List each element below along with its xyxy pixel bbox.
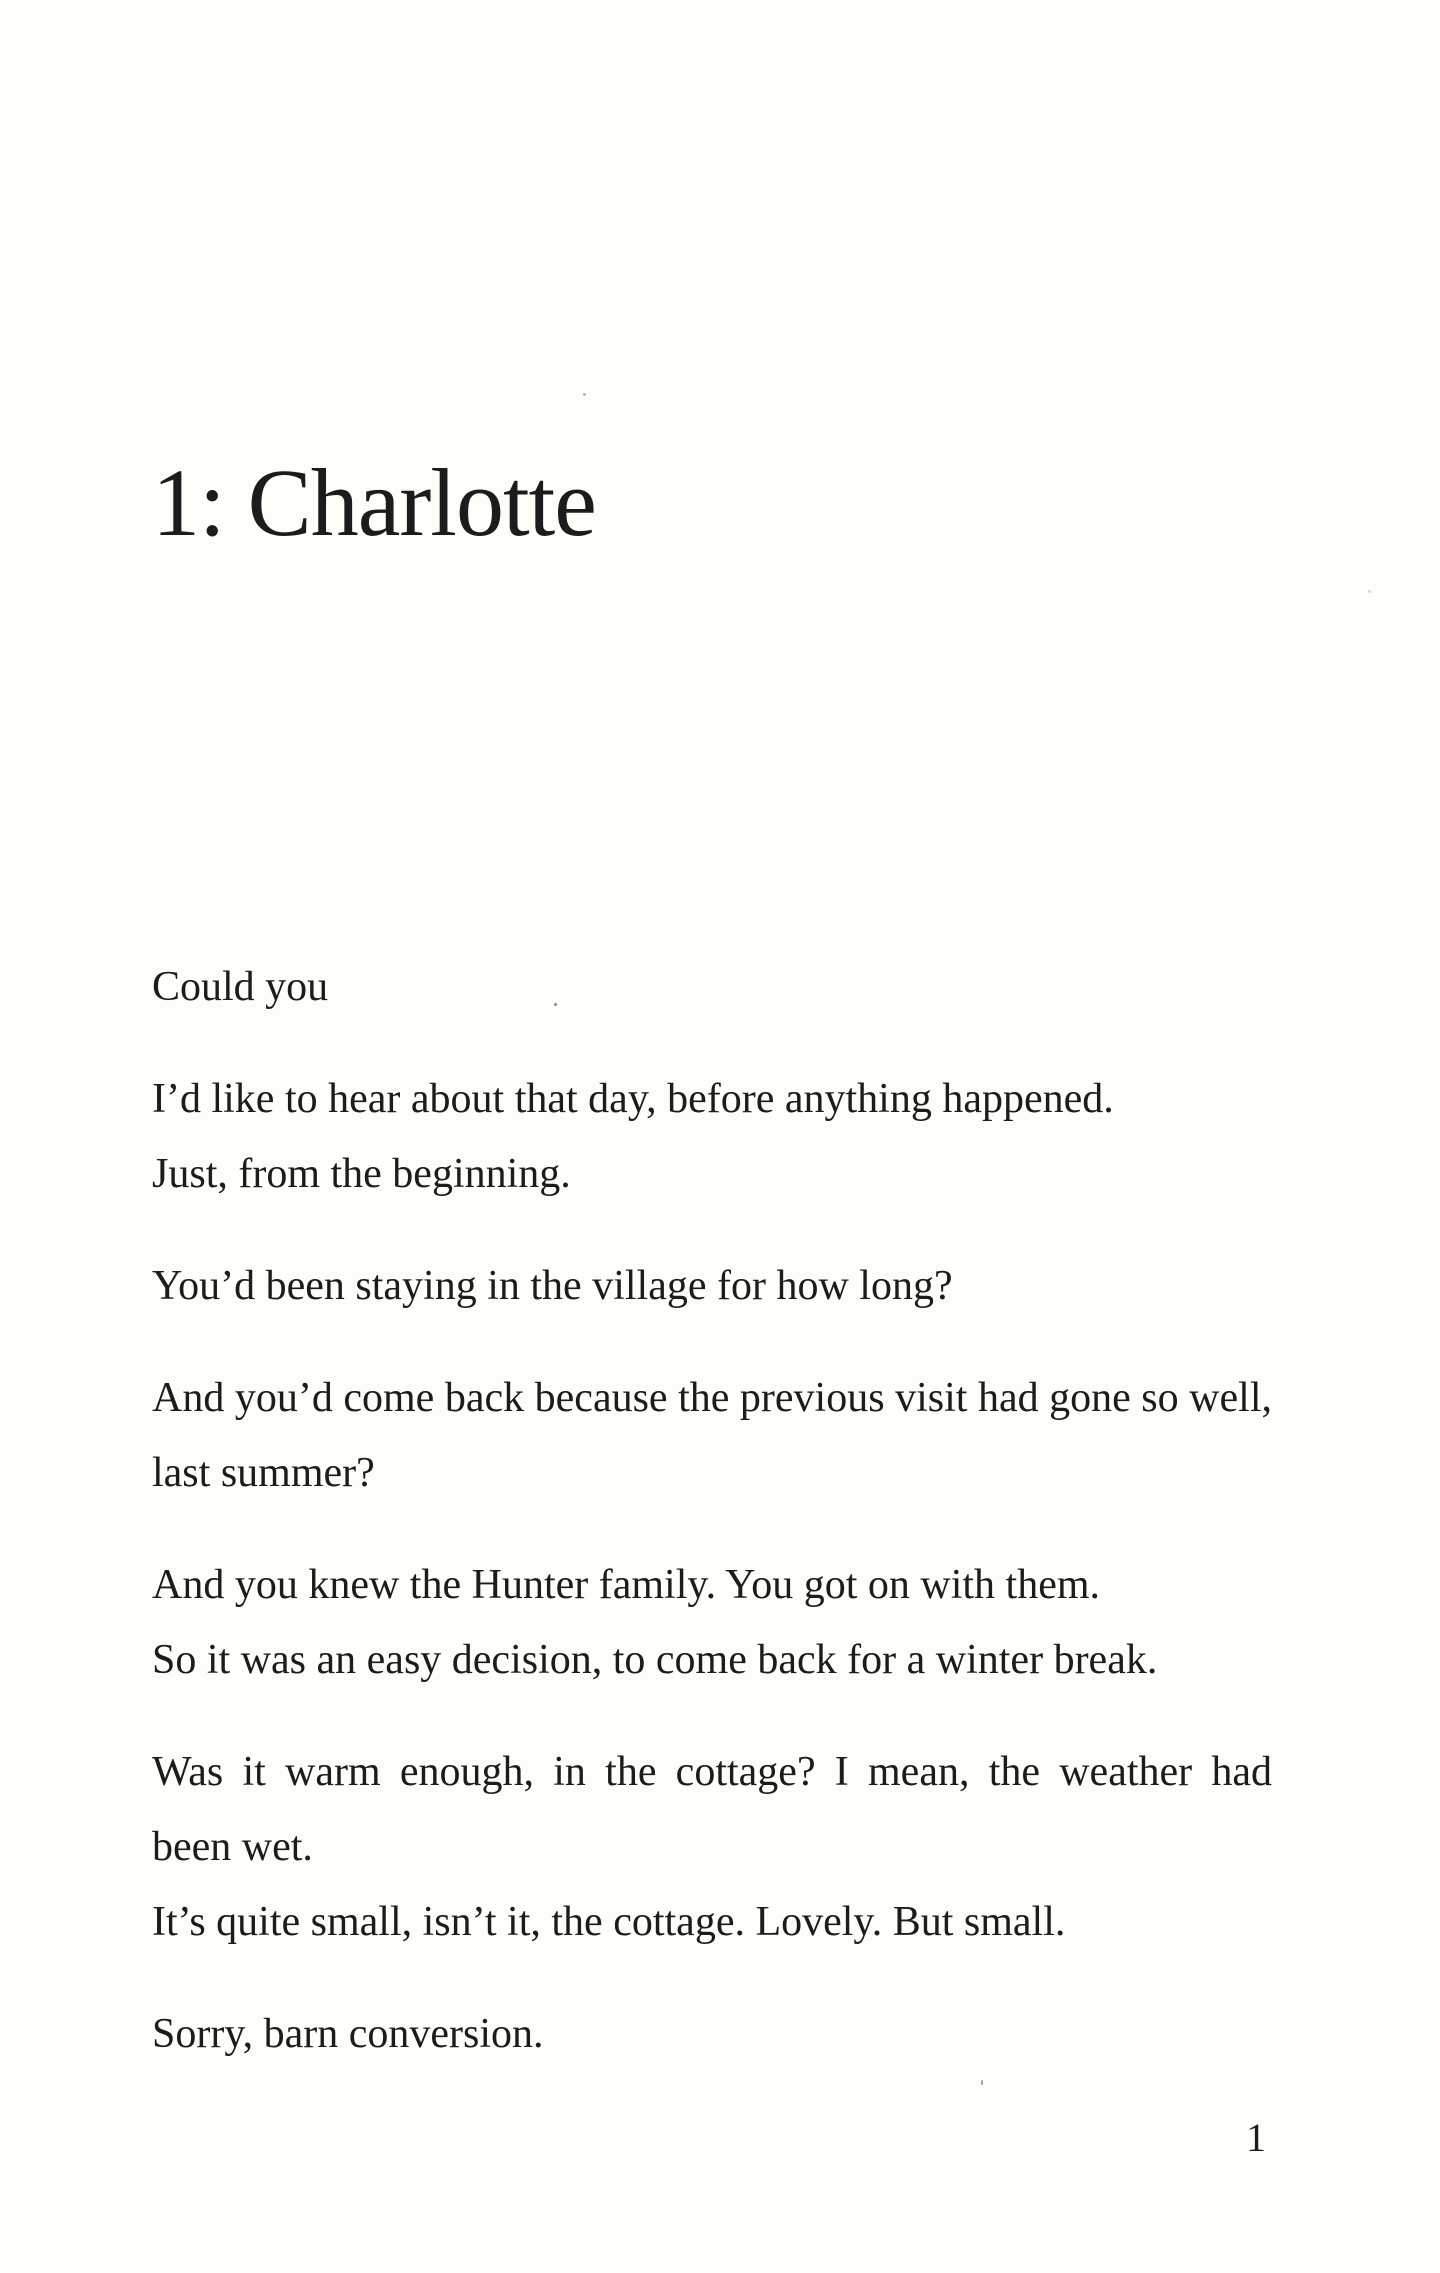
paragraph-line: You’d been staying in the village for how long? <box>152 1263 953 1309</box>
chapter-title: 1: Charlotte <box>152 449 596 556</box>
paragraph-line: Could you <box>152 964 329 1010</box>
paragraph-line: Was it warm enough, in the cottage? I mean, the weather had <box>152 1749 1272 1795</box>
scan-speck <box>981 2080 983 2085</box>
paragraph-line: last summer? <box>152 1450 375 1496</box>
body-text <box>152 950 1272 2072</box>
paragraph-line: Sorry, barn conversion. <box>152 2011 544 2057</box>
paragraph-line: And you knew the Hunter family. You got on with them. <box>152 1562 1101 1608</box>
paragraph-line: Just, from the beginning. <box>152 1151 571 1197</box>
paragraph-line: So it was an easy decision, to come back for a winter break. <box>152 1637 1158 1683</box>
page-number: 1 <box>1246 2115 1266 2160</box>
paragraph-line: I’d like to hear about that day, before anything happened. <box>152 1076 1114 1122</box>
scan-speck <box>554 1003 557 1006</box>
scan-speck <box>1368 590 1371 593</box>
paragraph-line: It’s quite small, isn’t it, the cottage. Lovely. But small. <box>152 1899 1066 1945</box>
scan-speck <box>583 393 586 396</box>
paragraph-line: been wet. <box>152 1824 313 1870</box>
paragraph-line: And you’d come back because the previous visit had gone so well, <box>152 1375 1272 1421</box>
